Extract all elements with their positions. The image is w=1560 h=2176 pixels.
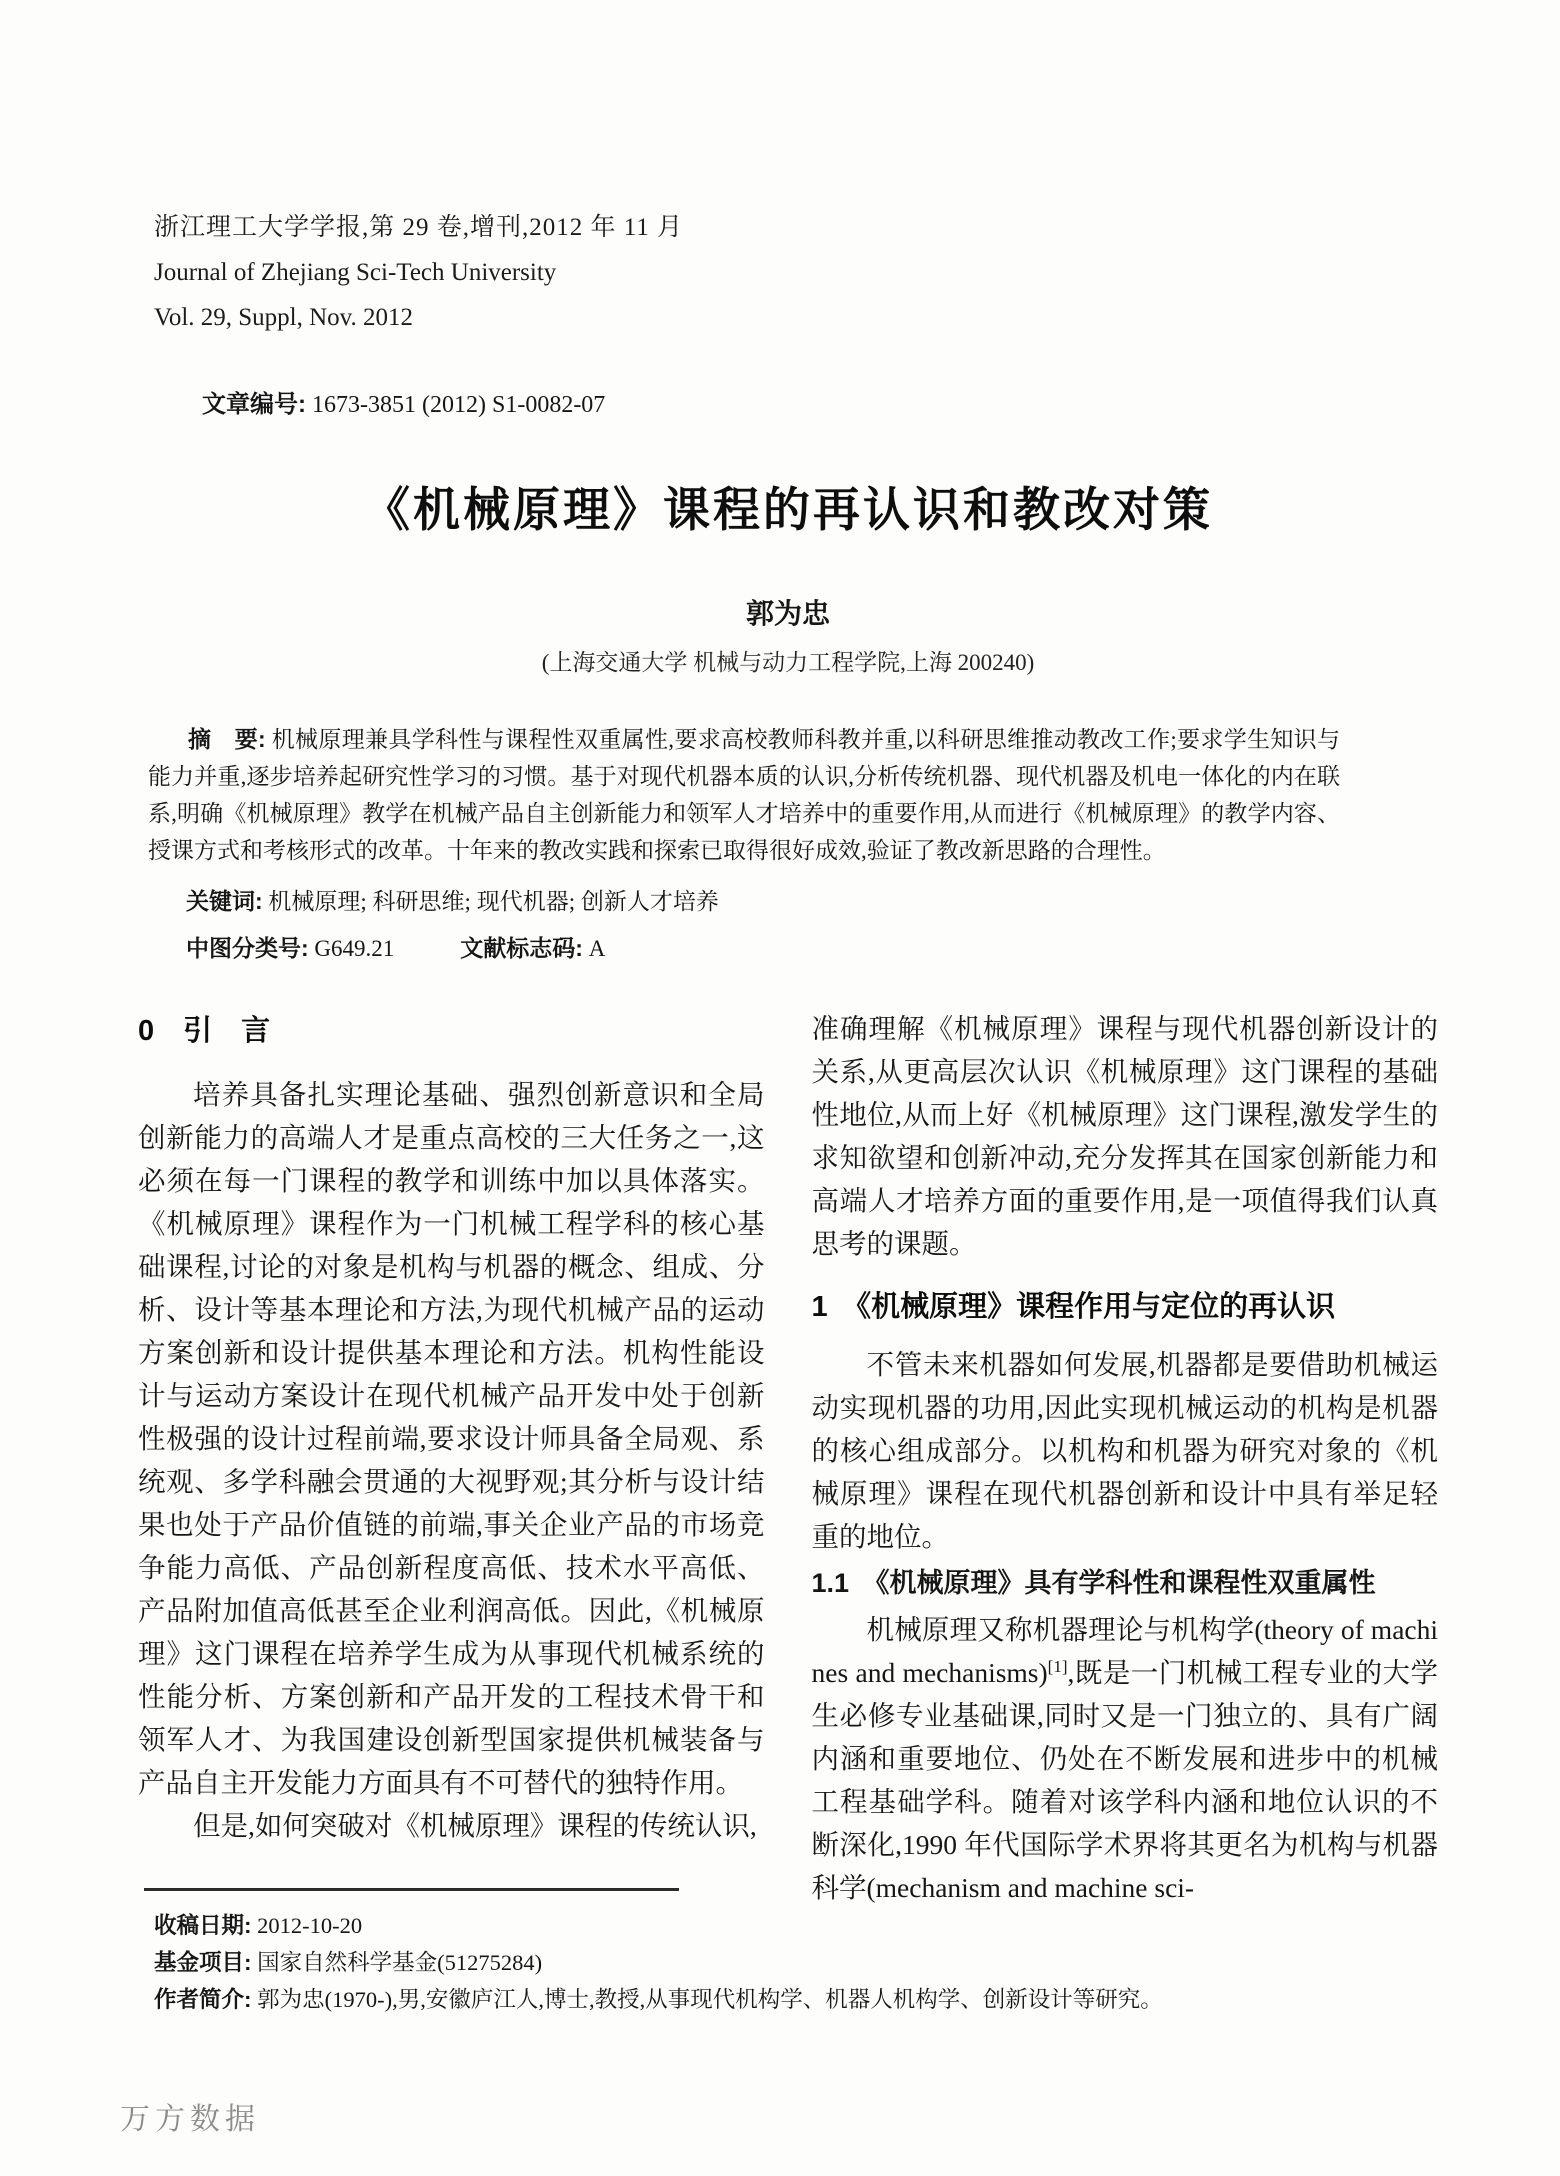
right-column: [812, 1007, 1439, 1909]
classification-line: [186, 930, 1438, 967]
fund-line: [138, 1944, 1438, 1981]
doc-code-label: 文献标志码:: [460, 935, 583, 961]
journal-volume-line: Vol. 29, Suppl, Nov. 2012: [154, 304, 414, 331]
article-number: [202, 384, 1438, 419]
journal-header: [154, 205, 1438, 340]
abstract: [148, 721, 1340, 869]
received-date-label: 收稿日期:: [154, 1913, 252, 1938]
continued-paragraph: 准确理解《机械原理》课程与现代机器创新设计的关系,从更高层次认识《机械原理》这门课程的基础性地位,从而上好《机械原理》这门课程,激发学生的求知欲望和创新冲动,充分发挥其在国家创新能力和高端人才培养方面的重要作用,是一项值得我们认真思考的课题。: [811, 1013, 1438, 1259]
left-column: [138, 1007, 765, 1909]
wanfang-watermark: 万方数据: [120, 2103, 260, 2136]
paragraph-text-post: ,既是一门机械工程专业的大学生必修专业基础课,同时又是一门独立的、具有广阔内涵和重要地位、仍处在不断发展和进步中的机械工程基础学科。随着对该学科内涵和地位认识的不断深化,1990 年代国际学术界将其更名为机构与机器科学(mechanism and machine sci-: [811, 1657, 1439, 1903]
section-0-paragraph-2: 但是,如何突破对《机械原理》课程的传统认识,: [193, 1810, 757, 1841]
author-affiliation: (上海交通大学 机械与动力工程学院,上海 200240): [541, 650, 1035, 675]
clc-value: G649.21: [308, 936, 395, 961]
keywords-label: 关键词:: [186, 888, 263, 914]
received-date-value: 2012-10-20: [251, 1913, 363, 1938]
abstract-text: 机械原理兼具学科性与课程性双重属性,要求高校教师科教并重,以科研思维推动教改工作;要求学生知识与能力并重,逐步培养起研究性学习的习惯。基于对现代机器本质的认识,分析传统机器、现代机器及机电一体化的内在联系,明确《机械原理》教学在机械产品自主创新能力和领军人才培养中的重要作用,从而进行《机械原理》的教学内容、授课方式和考核形式的改革。十年来的教改实践和探索已取得很好成效,验证了教改新思路的合理性。: [148, 727, 1341, 863]
footnote-divider: [144, 1888, 679, 1891]
article-number-value: 1673-3851 (2012) S1-0082-07: [306, 392, 606, 418]
author-bio-label: 作者简介:: [154, 1987, 252, 2012]
author-bio-value: 郭为忠(1970-),男,安徽庐江人,博士,教授,从事现代机构学、机器人机构学、创新设计等研究。: [251, 1987, 1163, 2012]
article-number-label: 文章编号:: [202, 391, 306, 418]
abstract-label: 摘 要:: [188, 726, 266, 752]
section-1-1-paragraph-1: [812, 1608, 1439, 1909]
footnote-block: [138, 1888, 1438, 2018]
section-0-paragraph-1: 培养具备扎实理论基础、强烈创新意识和全局创新能力的高端人才是重点高校的三大任务之一,这必须在每一门课程的教学和训练中加以具体落实。《机械原理》课程作为一门机械工程学科的核心基础课程,讨论的对象是机构与机器的概念、组成、分析、设计等基本理论和方法,为现代机械产品的运动方案创新和设计提供基本理论和方法。机构性能设计与运动方案设计在现代机械产品开发中处于创新性极强的设计过程前端,要求设计师具备全局观、系统观、多学科融会贯通的大视野观;其分析与设计结果也处于产品价值链的前端,事关企业产品的市场竞争能力高低、产品创新程度高低、技术水平高低、产品附加值高低甚至企业利润高低。因此,《机械原理》这门课程在培养学生成为从事现代机械系统的性能分析、方案创新和产品开发的工程技术骨干和领军人才、为我国建设创新型国家提供机械装备与产品自主开发能力方面具有不可替代的独特作用。: [138, 1079, 765, 1798]
citation-marker: [1]: [1047, 1656, 1068, 1676]
clc-label: 中图分类号:: [186, 935, 309, 961]
author-name: 郭为忠: [745, 598, 830, 629]
section-1-1-heading: 1.1 《机械原理》具有学科性和课程性双重属性: [811, 1568, 1376, 1598]
paragraph-text-pre: 机械原理又称机器理论与机构学(theory of machines and mechanisms): [811, 1614, 1438, 1688]
body-columns: [138, 1007, 1438, 1909]
received-date-line: [138, 1907, 1438, 1944]
paper-title: 《机械原理》课程的再认识和教改对策: [363, 483, 1213, 536]
author-bio-line: [138, 1981, 1438, 2018]
journal-title-cn: 浙江理工大学学报,第 29 卷,增刊,2012 年 11 月: [154, 214, 684, 241]
doc-code-value: A: [582, 936, 606, 961]
section-1-paragraph-1: 不管未来机器如何发展,机器都是要借助机械运动实现机器的功用,因此实现机械运动的机构是机器的核心组成部分。以机构和机器为研究对象的《机械原理》课程在现代机器创新和设计中具有举足轻重的地位。: [811, 1349, 1438, 1552]
section-0-heading: 0 引 言: [138, 1015, 271, 1047]
journal-title-en: Journal of Zhejiang Sci-Tech University: [154, 259, 557, 286]
fund-value: 国家自然科学基金(51275284): [251, 1950, 543, 1975]
keywords-text: 机械原理; 科研思维; 现代机器; 创新人才培养: [262, 889, 719, 914]
keywords: [186, 883, 1438, 920]
section-1-heading: 1 《机械原理》课程作用与定位的再认识: [811, 1291, 1336, 1323]
fund-label: 基金项目:: [154, 1950, 252, 1975]
